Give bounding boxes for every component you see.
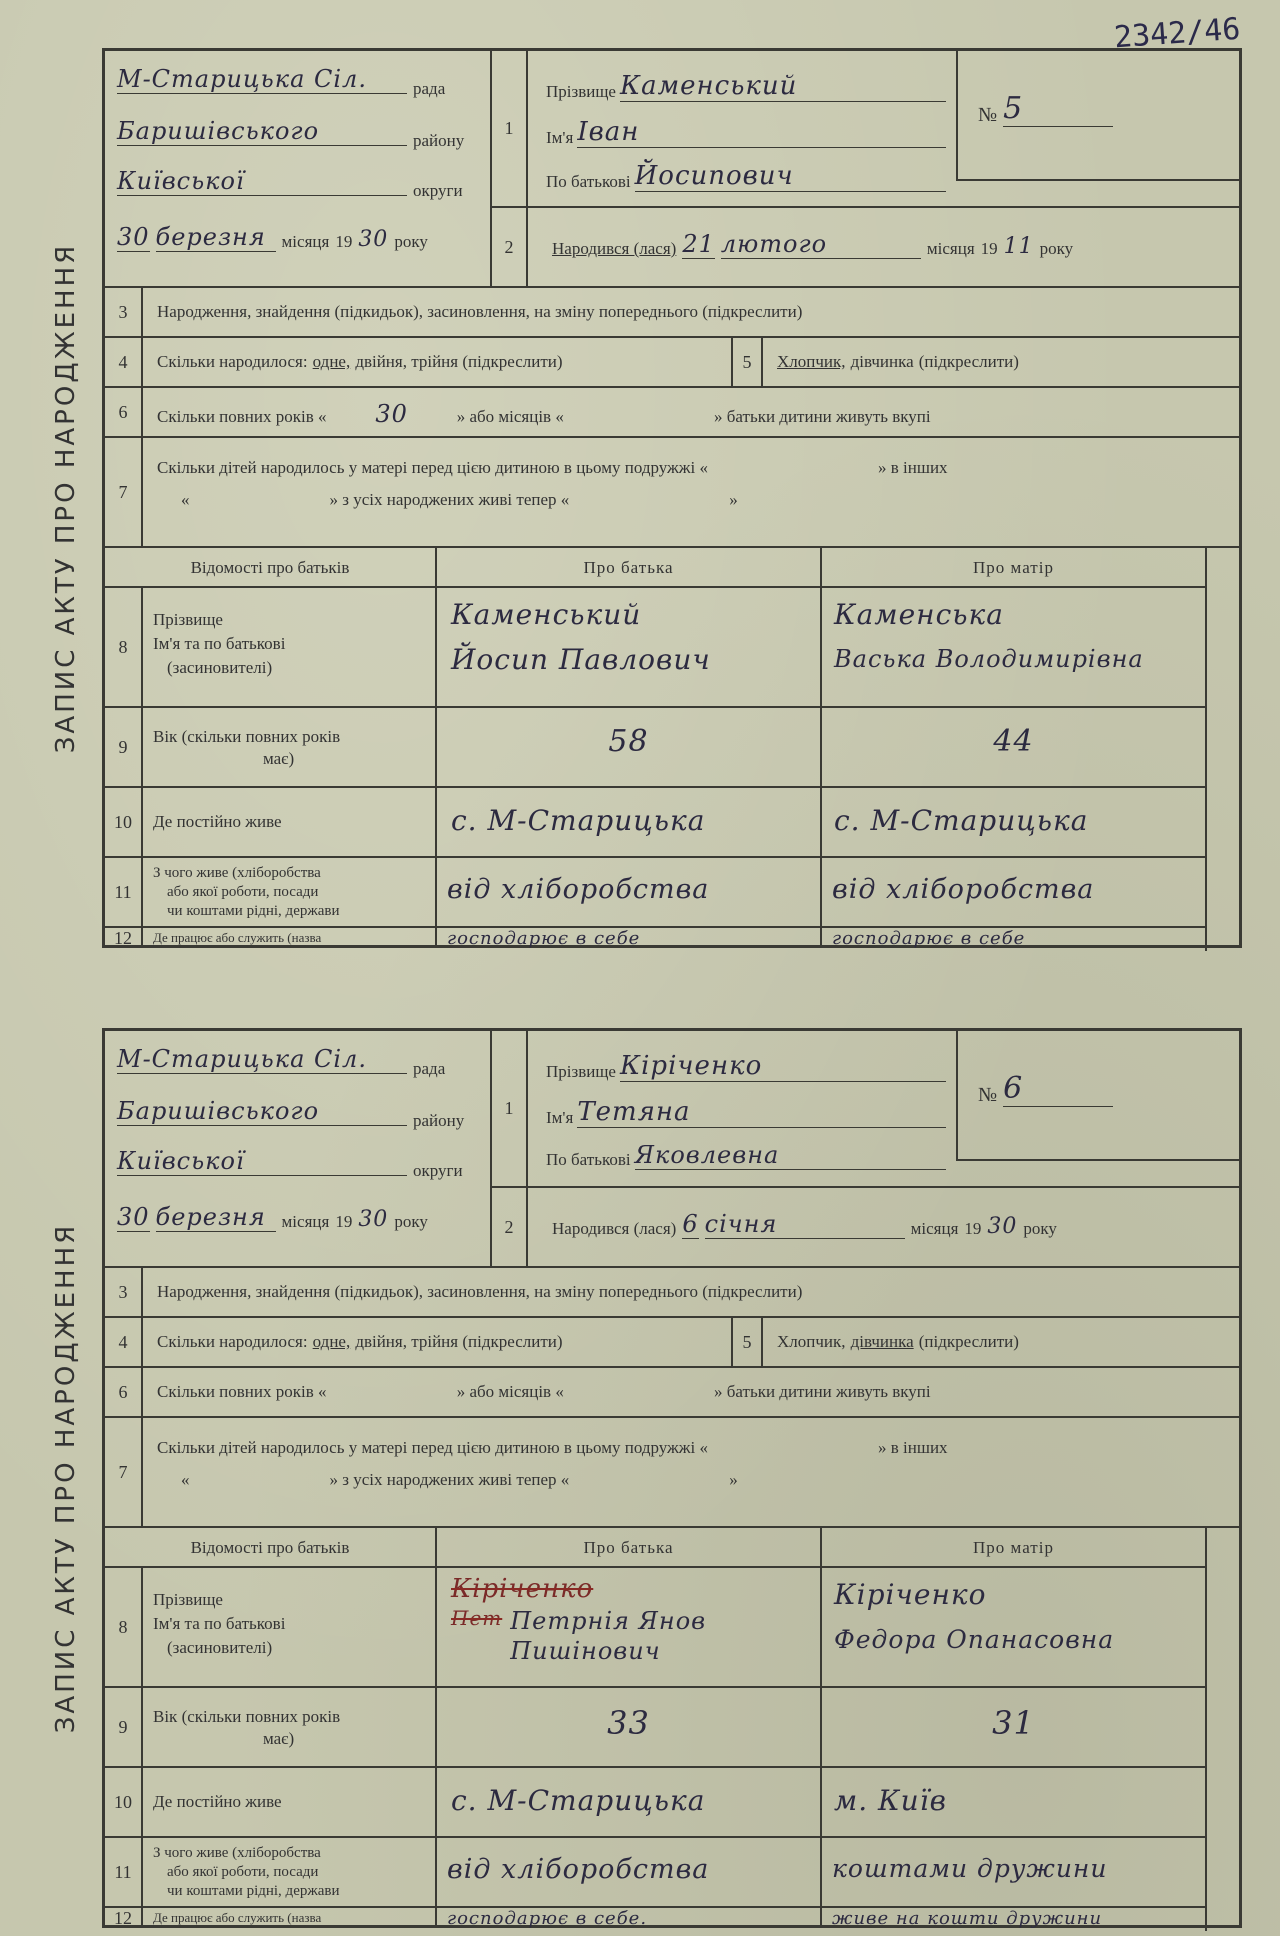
row7-line2-start: « [181,1470,190,1489]
record-form [102,48,1242,948]
row-num-7: 7 [105,436,141,546]
side-title: ЗАПИС АКТУ ПРО НАРОДЖЕННЯ [51,242,81,754]
father-living: від хліборобства [435,1836,820,1906]
okruha-label: округи [413,181,463,200]
margin-column [1205,546,1241,951]
father-name-struck: Пет [451,1606,503,1630]
row4-count [141,1316,731,1366]
father-header: Про батька [435,546,820,586]
row4-rest: двійня, трійня (підкреслити) [355,1332,563,1351]
row10-label: Де постійно живе [141,786,435,856]
reg-year: 30 [358,1207,389,1232]
name-label: Ім'я [546,1108,574,1127]
row-num-5: 5 [731,336,761,386]
row5-sex [761,1316,1241,1366]
row7-line1-end: » в інших [878,458,948,477]
row4-prefix: Скільки народилося: [157,352,308,371]
registration-date [117,223,487,252]
row7-line1: Скільки дітей народилось у матері перед цією дитиною в цьому подружжі « [157,1438,708,1457]
born-label: Народився (лася) [552,239,677,258]
row7-line2-end: » [729,490,738,509]
birth-date-block [526,1186,1241,1266]
mother-name: Федора Опанасовна [834,1625,1115,1654]
row5-sex [761,336,1241,386]
row9-label-2: має) [263,1729,295,1748]
father-age: 58 [435,706,820,786]
row4-option-one: одне, [312,352,351,371]
row-num-9: 9 [105,706,141,786]
mother-surname: Каменська [834,598,1004,631]
child-name: Іван [577,117,946,148]
row-num-1: 1 [490,51,526,206]
year-suffix: року [1039,239,1074,258]
row-num-2: 2 [490,206,526,286]
row5-girl: дівчинка [850,352,914,371]
row11-label [141,1836,435,1906]
row7-line2-mid: » з усіх народжених живі тепер « [329,1470,570,1489]
row-num-3: 3 [105,286,141,336]
born-label: Народився (лася) [552,1219,677,1238]
row5-girl: дівчинка [850,1332,914,1351]
parents-header: Відомості про батьків [105,1526,435,1566]
birth-day: 21 [682,230,715,258]
mother-age: 31 [820,1686,1205,1766]
birth-date-block [526,206,1241,286]
row-num-8: 8 [105,1566,141,1686]
row9-label-1: Вік (скільки повних років [153,1707,341,1726]
year-prefix: 19 [335,232,353,251]
row3-text: Народження, знайдення (підкидьок), засиновлення, на зміну попереднього (підкреслити) [141,286,1241,336]
mother-residence: с. М-Старицька [820,786,1205,856]
birth-month: січня [705,1210,905,1239]
row8-label-surname: Прізвище [153,1590,223,1609]
row9-label [141,1686,435,1766]
reg-month: березня [156,1203,276,1232]
father-header: Про батька [435,1526,820,1566]
row6-label: Скільки повних років « [157,1382,327,1401]
registration-date [117,1203,487,1232]
record-number-box [956,51,1241,181]
row6-mid: » або місяців « [456,407,564,426]
row-num-11: 11 [105,1836,141,1906]
row6-text [141,386,1241,436]
patronymic-label: По батькові [546,172,631,191]
mother-fullname [820,1566,1205,1686]
mother-header: Про матір [820,1526,1205,1566]
father-fullname [435,1566,820,1686]
father-name: Петрнія Янов Пишінович [510,1607,707,1665]
child-surname: Каменський [620,71,946,102]
row-num-6: 6 [105,386,141,436]
row-num-11: 11 [105,856,141,926]
row-num-4: 4 [105,1316,141,1366]
raion-value: Баришівського [117,1097,407,1126]
birth-record-5 [30,48,1244,948]
surname-label: Прізвище [546,1062,616,1081]
father-age: 33 [435,1686,820,1766]
row12-label: Де працює або служить (назва [141,926,435,948]
row-num-10: 10 [105,1766,141,1836]
no-label: № [978,104,998,126]
registration-block [105,1031,490,1266]
row7-text [141,436,1241,546]
row4-count [141,336,731,386]
row8-label-adopters: (засиновителі) [167,1638,273,1657]
father-work: господарює в себе [435,926,820,948]
row6-label: Скільки повних років « [157,407,327,426]
row5-boy: Хлопчик, [777,352,846,371]
margin-column [1205,1526,1241,1931]
reg-day: 30 [117,223,150,251]
row9-label-1: Вік (скільки повних років [153,727,341,746]
mother-surname: Кірiченко [834,1578,987,1611]
row6-text [141,1366,1241,1416]
reg-year: 30 [358,227,389,252]
birth-record-6 [30,1028,1244,1928]
birth-month: лютого [721,230,921,259]
child-patronymic: Яковлевна [635,1141,946,1170]
father-name: Йосип Павлович [451,643,711,676]
record-number-box [956,1031,1241,1161]
row7-line1-end: » в інших [878,1438,948,1457]
father-surname-struck: Кірiченко [451,1574,594,1604]
rada-value: М-Старицька Сіл. [117,1045,407,1074]
mother-age: 44 [820,706,1205,786]
row6-end: » батьки дитини живуть вкупі [714,407,931,426]
father-surname: Каменський [451,598,642,631]
mother-header: Про матір [820,546,1205,586]
month-label: місяця [910,1219,959,1238]
row8-label [141,586,435,706]
row12-label: Де працює або служить (назва [141,1906,435,1928]
reg-month: березня [156,223,276,252]
row-num-5: 5 [731,1316,761,1366]
row10-label: Де постійно живе [141,1766,435,1836]
father-residence: с. М-Старицька [435,1766,820,1836]
row-num-8: 8 [105,586,141,706]
record-no: 5 [1003,91,1113,127]
row-num-12: 12 [105,1906,141,1928]
year-suffix: року [394,1212,428,1231]
year-suffix: року [394,232,428,251]
father-residence: с. М-Старицька [435,786,820,856]
side-title: ЗАПИС АКТУ ПРО НАРОДЖЕННЯ [51,1222,81,1734]
no-label: № [978,1084,998,1106]
parents-header: Відомості про батьків [105,546,435,586]
row-num-12: 12 [105,926,141,948]
birth-day: 6 [682,1210,699,1238]
child-surname: Кірiченко [620,1051,946,1082]
row7-line2-start: « [181,490,190,509]
year-prefix: 19 [980,239,998,258]
row8-label-name: Ім'я та по батькові [153,1614,286,1633]
row11-label-3: чи коштами рідні, держави [167,1883,340,1899]
row11-label-1: З чого живе (хліборобства [153,865,321,881]
registration-block [105,51,490,286]
row-num-6: 6 [105,1366,141,1416]
year-prefix: 19 [964,1219,982,1238]
row8-label-name: Ім'я та по батькові [153,634,286,653]
mother-fullname [820,586,1205,706]
child-name-block [526,1031,956,1186]
row-num-1: 1 [490,1031,526,1186]
okruha-label: округи [413,1161,463,1180]
row8-label-adopters: (засиновителі) [167,658,273,677]
mother-work: господарює в себе [820,926,1205,948]
row3-text: Народження, знайдення (підкидьок), засиновлення, на зміну попереднього (підкреслити) [141,1266,1241,1316]
mother-living: від хліборобства [820,856,1205,926]
row4-option-one: одне, [312,1332,351,1351]
row7-line1: Скільки дітей народилось у матері перед цією дитиною в цьому подружжі « [157,458,708,477]
reg-day: 30 [117,1203,150,1231]
row6-end: » батьки дитини живуть вкупі [714,1382,931,1401]
row11-label-2: або якої роботи, посади [167,884,319,900]
row11-label-1: З чого живе (хліборобства [153,1845,321,1861]
patronymic-label: По батькові [546,1150,631,1169]
raion-value: Баришівського [117,117,407,146]
year-suffix: року [1023,1219,1057,1238]
mother-residence: м. Київ [820,1766,1205,1836]
row5-rest: (підкреслити) [918,1332,1019,1351]
okruha-value: Київської [117,1147,407,1176]
birth-year: 11 [1003,234,1034,259]
surname-label: Прізвище [546,82,616,101]
raion-label: району [413,1111,465,1130]
row6-mid: » або місяців « [456,1382,564,1401]
row11-label-3: чи коштами рідні, держави [167,903,340,919]
raion-label: району [413,131,465,150]
row11-label-2: або якої роботи, посади [167,1864,319,1880]
row-num-4: 4 [105,336,141,386]
row5-rest: (підкреслити) [918,352,1019,371]
mother-name: Васька Володимирівна [834,645,1144,673]
mother-work: живе на кошти дружини [820,1906,1205,1928]
years-together: 30 [375,400,408,428]
rada-label: рада [413,79,446,98]
month-label: місяця [926,239,975,258]
row7-text [141,1416,1241,1526]
rada-value: М-Старицька Сіл. [117,65,407,94]
record-form [102,1028,1242,1928]
row-num-7: 7 [105,1416,141,1526]
birth-year: 30 [987,1214,1018,1239]
father-work: господарює в себе. [435,1906,820,1928]
row-num-9: 9 [105,1686,141,1766]
child-patronymic: Йосипович [635,161,946,192]
month-label: місяця [281,1212,330,1231]
name-label: Ім'я [546,128,574,147]
child-name: Тетяна [577,1097,946,1128]
archive-number: 2342/46 [1112,11,1242,56]
row9-label-2: має) [263,749,295,768]
row7-line2-end: » [729,1470,738,1489]
row7-line2-mid: » з усіх народжених живі тепер « [329,490,570,509]
row4-prefix: Скільки народилося: [157,1332,308,1351]
child-name-block [526,51,956,206]
row-num-10: 10 [105,786,141,856]
record-no: 6 [1003,1071,1113,1107]
row-num-3: 3 [105,1266,141,1316]
month-label: місяця [281,232,330,251]
rada-label: рада [413,1059,446,1078]
father-fullname [435,586,820,706]
year-prefix: 19 [335,1212,353,1231]
row8-label [141,1566,435,1686]
row5-boy: Хлопчик, [777,1332,846,1351]
row4-rest: двійня, трійня (підкреслити) [355,352,563,371]
father-living: від хліборобства [435,856,820,926]
row9-label [141,706,435,786]
row11-label [141,856,435,926]
row8-label-surname: Прізвище [153,610,223,629]
row-num-2: 2 [490,1186,526,1266]
okruha-value: Київської [117,167,407,196]
mother-living: коштами дружини [820,1836,1205,1906]
